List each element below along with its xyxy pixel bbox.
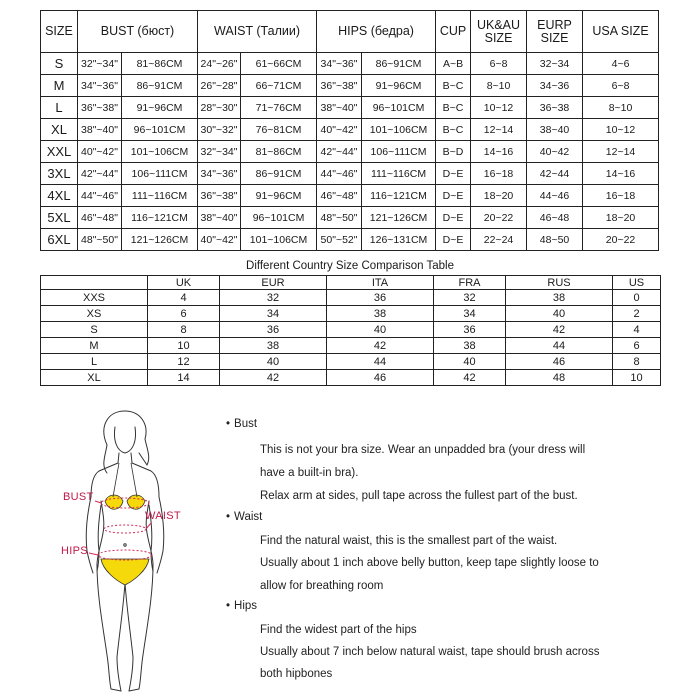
comparison-cell: M xyxy=(41,338,148,354)
size-chart-cell-hips-cm: 121~126CM xyxy=(362,207,436,229)
size-chart-cell-waist-in: 24"~26" xyxy=(198,53,241,75)
comparison-cell: 8 xyxy=(613,354,661,370)
size-chart-row xyxy=(41,163,659,185)
comparison-cell: 38 xyxy=(434,338,506,354)
size-chart-cell-hips-in: 34"~36" xyxy=(317,53,362,75)
comparison-row xyxy=(41,338,661,354)
comparison-cell: 36 xyxy=(327,290,434,306)
size-chart-cell-waist-in: 28"~30" xyxy=(198,97,241,119)
comparison-cell: 32 xyxy=(434,290,506,306)
size-chart-cell-size: 3XL xyxy=(41,163,78,185)
comparison-table-title: Different Country Size Comparison Table xyxy=(246,260,454,272)
size-chart-cell-size: S xyxy=(41,53,78,75)
comparison-cell: 44 xyxy=(327,354,434,370)
comparison-cell: 40 xyxy=(434,354,506,370)
comparison-cell: 34 xyxy=(434,306,506,322)
bust-label: BUST xyxy=(63,491,94,503)
comparison-body xyxy=(41,290,661,386)
size-chart-cell-cup: B~C xyxy=(436,97,471,119)
bust-line-3: Relax arm at sides, pull tape across the fullest part of the bust. xyxy=(260,490,578,502)
size-chart-row xyxy=(41,141,659,163)
header-size: SIZE xyxy=(41,11,78,53)
bust-line-2: have a built-in bra). xyxy=(260,467,359,479)
waist-line-1: Find the natural waist, this is the smallest part of the waist. xyxy=(260,535,558,547)
right-leg xyxy=(129,565,153,691)
size-chart-table xyxy=(40,10,659,251)
comparison-header-cell: ITA xyxy=(327,276,434,290)
comparison-cell: 6 xyxy=(613,338,661,354)
size-chart-cell-cup: D~E xyxy=(436,163,471,185)
comparison-header-cell: RUS xyxy=(506,276,613,290)
size-chart-cell-ukau: 14~16 xyxy=(471,141,527,163)
comparison-cell: 2 xyxy=(613,306,661,322)
size-chart-cell-cup: B~C xyxy=(436,119,471,141)
size-chart-row xyxy=(41,229,659,251)
comparison-cell: 14 xyxy=(148,370,220,386)
size-chart-cell-size: M xyxy=(41,75,78,97)
size-chart-cell-waist-in: 26"~28" xyxy=(198,75,241,97)
header-ukau: UK&AU SIZE xyxy=(471,11,527,53)
hair-outline xyxy=(104,411,149,465)
size-chart-cell-hips-in: 46"~48" xyxy=(317,185,362,207)
size-chart-cell-hips-cm: 96~101CM xyxy=(362,97,436,119)
comparison-cell: 36 xyxy=(220,322,327,338)
size-chart-cell-bust-in: 36"~38" xyxy=(78,97,122,119)
size-chart-cell-bust-cm: 116~121CM xyxy=(122,207,198,229)
waist-label: WAIST xyxy=(145,510,181,522)
header-cup: CUP xyxy=(436,11,471,53)
size-chart-cell-hips-in: 44"~46" xyxy=(317,163,362,185)
size-chart-cell-usa: 6~8 xyxy=(583,75,659,97)
size-chart-cell-bust-cm: 91~96CM xyxy=(122,97,198,119)
comparison-cell: 42 xyxy=(506,322,613,338)
size-chart-row xyxy=(41,97,659,119)
size-chart-cell-usa: 12~14 xyxy=(583,141,659,163)
face-outline xyxy=(114,427,135,453)
size-chart-cell-bust-cm: 121~126CM xyxy=(122,229,198,251)
size-chart-cell-waist-cm: 96~101CM xyxy=(241,207,317,229)
size-chart-cell-waist-in: 38"~40" xyxy=(198,207,241,229)
size-chart-cell-hips-in: 42"~44" xyxy=(317,141,362,163)
size-chart-cell-eurp: 38~40 xyxy=(527,119,583,141)
comparison-cell: 32 xyxy=(220,290,327,306)
size-chart-cell-eurp: 32~34 xyxy=(527,53,583,75)
size-chart-cell-bust-in: 40"~42" xyxy=(78,141,122,163)
size-chart-cell-waist-cm: 76~81CM xyxy=(241,119,317,141)
size-chart-cell-bust-in: 38"~40" xyxy=(78,119,122,141)
size-chart-cell-hips-cm: 111~116CM xyxy=(362,163,436,185)
waist-section-title: • Waist xyxy=(226,511,263,523)
size-chart-cell-bust-in: 32"~34" xyxy=(78,53,122,75)
size-chart-cell-usa: 14~16 xyxy=(583,163,659,185)
size-chart-cell-eurp: 42~44 xyxy=(527,163,583,185)
comparison-cell: 42 xyxy=(434,370,506,386)
comparison-cell: 38 xyxy=(327,306,434,322)
bullet: • xyxy=(226,600,231,612)
waist-measure-line xyxy=(104,525,146,533)
comparison-header-cell: EUR xyxy=(220,276,327,290)
size-chart-cell-hips-in: 40"~42" xyxy=(317,119,362,141)
size-chart-cell-hips-cm: 91~96CM xyxy=(362,75,436,97)
comparison-cell: 44 xyxy=(506,338,613,354)
size-chart-cell-usa: 20~22 xyxy=(583,229,659,251)
comparison-cell: 10 xyxy=(148,338,220,354)
comparison-cell: XS xyxy=(41,306,148,322)
comparison-cell: 42 xyxy=(220,370,327,386)
bikini-top xyxy=(105,495,145,509)
size-chart-cell-bust-in: 34"~36" xyxy=(78,75,122,97)
comparison-cell: 36 xyxy=(434,322,506,338)
right-arm xyxy=(157,497,164,573)
comparison-cell: 40 xyxy=(220,354,327,370)
size-chart-cell-bust-cm: 101~106CM xyxy=(122,141,198,163)
size-chart-cell-size: 6XL xyxy=(41,229,78,251)
size-chart-cell-ukau: 22~24 xyxy=(471,229,527,251)
comparison-cell: 46 xyxy=(327,370,434,386)
hips-line-3: both hipbones xyxy=(260,668,333,680)
comparison-row xyxy=(41,370,661,386)
size-chart-cell-eurp: 34~36 xyxy=(527,75,583,97)
comparison-cell: S xyxy=(41,322,148,338)
size-chart-body xyxy=(41,53,659,251)
size-chart-cell-bust-in: 48"~50" xyxy=(78,229,122,251)
size-chart-cell-cup: B~D xyxy=(436,141,471,163)
size-chart-cell-ukau: 16~18 xyxy=(471,163,527,185)
comparison-table xyxy=(40,275,661,386)
header-usa: USA SIZE xyxy=(583,11,659,53)
size-chart-row xyxy=(41,185,659,207)
size-chart-cell-bust-in: 44"~46" xyxy=(78,185,122,207)
size-chart-cell-bust-cm: 111~116CM xyxy=(122,185,198,207)
size-chart-cell-hips-cm: 101~106CM xyxy=(362,119,436,141)
comparison-cell: 48 xyxy=(506,370,613,386)
size-chart-cell-waist-in: 30"~32" xyxy=(198,119,241,141)
size-chart-cell-cup: A~B xyxy=(436,53,471,75)
comparison-header-cell: UK xyxy=(148,276,220,290)
comparison-row xyxy=(41,290,661,306)
comparison-cell: 8 xyxy=(148,322,220,338)
bullet: • xyxy=(226,418,231,430)
size-chart-cell-waist-cm: 81~86CM xyxy=(241,141,317,163)
comparison-cell: XXS xyxy=(41,290,148,306)
size-chart-cell-cup: B~C xyxy=(436,75,471,97)
size-chart-cell-waist-cm: 61~66CM xyxy=(241,53,317,75)
size-chart-cell-waist-cm: 71~76CM xyxy=(241,97,317,119)
size-chart-cell-hips-in: 36"~38" xyxy=(317,75,362,97)
size-chart-cell-waist-in: 32"~34" xyxy=(198,141,241,163)
size-chart-cell-size: XXL xyxy=(41,141,78,163)
size-chart-cell-size: 4XL xyxy=(41,185,78,207)
comparison-header-cell: FRA xyxy=(434,276,506,290)
comparison-header-cell xyxy=(41,276,148,290)
comparison-cell: 4 xyxy=(613,322,661,338)
size-chart-cell-waist-cm: 66~71CM xyxy=(241,75,317,97)
size-chart-cell-ukau: 8~10 xyxy=(471,75,527,97)
comparison-cell: XL xyxy=(41,370,148,386)
hips-line-2: Usually about 7 inch below natural waist, tape should brush across xyxy=(260,646,600,658)
left-arm xyxy=(86,497,93,573)
size-chart-row xyxy=(41,119,659,141)
size-chart-cell-bust-cm: 96~101CM xyxy=(122,119,198,141)
size-chart-cell-hips-in: 38"~40" xyxy=(317,97,362,119)
size-chart-cell-hips-in: 50"~52" xyxy=(317,229,362,251)
hips-label: HIPS xyxy=(61,545,88,557)
header-bust: BUST (бюст) xyxy=(78,11,198,53)
size-chart-cell-hips-cm: 116~121CM xyxy=(362,185,436,207)
size-chart-cell-eurp: 44~46 xyxy=(527,185,583,207)
hips-section-title: • Hips xyxy=(226,600,258,612)
waist-line-2: Usually about 1 inch above belly button, keep tape slightly loose to xyxy=(260,557,599,569)
size-chart-cell-usa: 10~12 xyxy=(583,119,659,141)
header-hips: HIPS (бедра) xyxy=(317,11,436,53)
size-chart-row xyxy=(41,75,659,97)
size-chart-row xyxy=(41,207,659,229)
size-chart-cell-size: L xyxy=(41,97,78,119)
size-chart-cell-usa: 16~18 xyxy=(583,185,659,207)
size-chart-cell-usa: 18~20 xyxy=(583,207,659,229)
header-eurp: EURP SIZE xyxy=(527,11,583,53)
size-chart-cell-size: XL xyxy=(41,119,78,141)
size-chart-cell-bust-in: 42"~44" xyxy=(78,163,122,185)
size-chart-cell-ukau: 12~14 xyxy=(471,119,527,141)
comparison-cell: 38 xyxy=(506,290,613,306)
comparison-row xyxy=(41,322,661,338)
size-chart-cell-waist-in: 40"~42" xyxy=(198,229,241,251)
size-chart-cell-hips-in: 48"~50" xyxy=(317,207,362,229)
bust-section-title: • Bust xyxy=(226,418,258,430)
size-chart-cell-ukau: 18~20 xyxy=(471,185,527,207)
size-chart-cell-waist-in: 34"~36" xyxy=(198,163,241,185)
comparison-cell: 46 xyxy=(506,354,613,370)
size-chart-cell-bust-in: 46"~48" xyxy=(78,207,122,229)
comparison-row xyxy=(41,306,661,322)
size-chart-cell-bust-cm: 106~111CM xyxy=(122,163,198,185)
size-chart-cell-waist-in: 36"~38" xyxy=(198,185,241,207)
comparison-cell: L xyxy=(41,354,148,370)
bust-line-1: This is not your bra size. Wear an unpadded bra (your dress will xyxy=(260,444,586,456)
size-chart-cell-eurp: 46~48 xyxy=(527,207,583,229)
hips-line-1: Find the widest part of the hips xyxy=(260,624,417,636)
size-chart-cell-eurp: 40~42 xyxy=(527,141,583,163)
comparison-header-row xyxy=(41,276,661,290)
size-chart-cell-eurp: 36~38 xyxy=(527,97,583,119)
size-chart-cell-cup: D~E xyxy=(436,207,471,229)
size-chart-cell-hips-cm: 126~131CM xyxy=(362,229,436,251)
comparison-cell: 38 xyxy=(220,338,327,354)
size-chart-cell-hips-cm: 106~111CM xyxy=(362,141,436,163)
comparison-cell: 40 xyxy=(327,322,434,338)
comparison-cell: 4 xyxy=(148,290,220,306)
hips-measure-line xyxy=(98,550,152,560)
size-chart-cell-ukau: 6~8 xyxy=(471,53,527,75)
bikini-bottom xyxy=(101,559,149,585)
comparison-cell: 12 xyxy=(148,354,220,370)
size-chart-cell-hips-cm: 86~91CM xyxy=(362,53,436,75)
size-chart-cell-eurp: 48~50 xyxy=(527,229,583,251)
comparison-cell: 34 xyxy=(220,306,327,322)
comparison-cell: 40 xyxy=(506,306,613,322)
size-chart-cell-ukau: 10~12 xyxy=(471,97,527,119)
size-chart-cell-waist-cm: 86~91CM xyxy=(241,163,317,185)
size-chart-cell-cup: D~E xyxy=(436,185,471,207)
left-leg xyxy=(97,565,121,691)
size-chart-cell-size: 5XL xyxy=(41,207,78,229)
size-chart-header-row xyxy=(41,11,659,53)
size-chart-cell-bust-cm: 86~91CM xyxy=(122,75,198,97)
size-chart-cell-ukau: 20~22 xyxy=(471,207,527,229)
size-chart-cell-cup: D~E xyxy=(436,229,471,251)
bullet: • xyxy=(226,511,231,523)
comparison-header-cell: US xyxy=(613,276,661,290)
size-chart-cell-usa: 8~10 xyxy=(583,97,659,119)
size-chart-cell-bust-cm: 81~86CM xyxy=(122,53,198,75)
comparison-cell: 42 xyxy=(327,338,434,354)
comparison-cell: 6 xyxy=(148,306,220,322)
measurement-figure xyxy=(55,405,205,697)
size-chart-row xyxy=(41,53,659,75)
waist-line-3: allow for breathing room xyxy=(260,580,384,592)
size-chart-cell-usa: 4~6 xyxy=(583,53,659,75)
header-waist: WAIST (Талии) xyxy=(198,11,317,53)
comparison-cell: 10 xyxy=(613,370,661,386)
size-chart-cell-waist-cm: 91~96CM xyxy=(241,185,317,207)
size-chart-cell-waist-cm: 101~106CM xyxy=(241,229,317,251)
comparison-cell: 0 xyxy=(613,290,661,306)
comparison-row xyxy=(41,354,661,370)
